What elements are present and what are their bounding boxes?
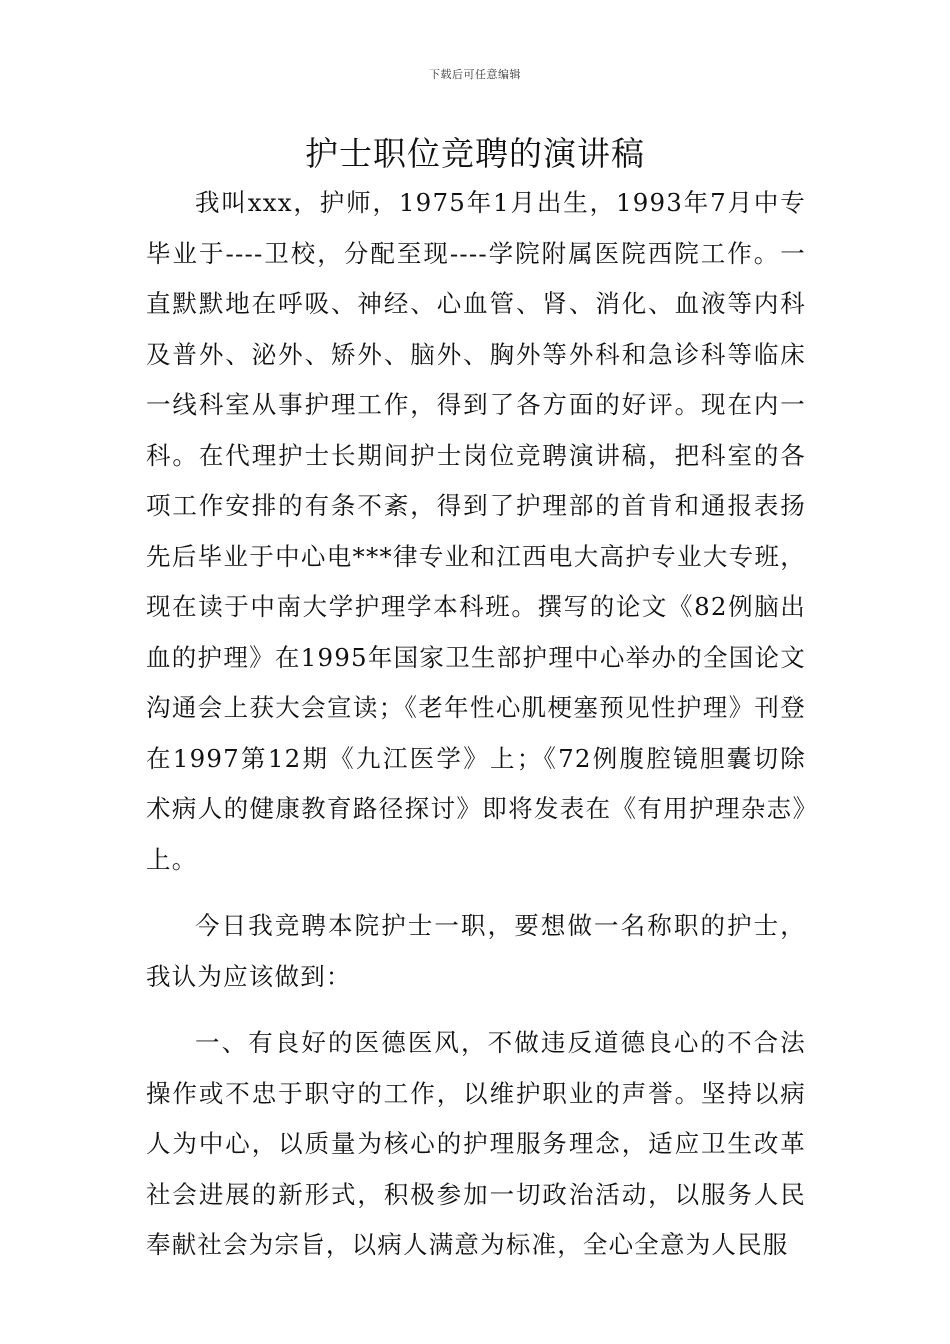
page-title: 护士职位竞聘的演讲稿	[305, 134, 645, 173]
paragraph-statement: 今日我竞聘本院护士一职，要想做一名称职的护士，我认为应该做到：	[146, 911, 806, 991]
paragraph-point-one: 一、有良好的医德医风，不做违反道德良心的不合法操作或不忠于职守的工作，以维护职业的声誉。坚持以病人为中心，以质量为核心的护理服务理念，适应卫生改革社会进展的新形式，积极参加一切政治活动，以服务人民奉献社会为宗旨，以病人满意为标准，全心全意为人民服	[146, 1028, 806, 1259]
header-note: 下载后可任意编辑	[429, 68, 521, 81]
document-body	[146, 178, 806, 1271]
paragraph-intro: 我叫xxx，护师，1975年1月出生，1993年7月中专毕业于----卫校，分配至现----学院附属医院西院工作。一直默默地在呼吸、神经、心血管、肾、消化、血液等内科及普外、泌外、矫外、脑外、胸外等外科和急诊科等临床一线科室从事护理工作，得到了各方面的好评。现在内一科。在代理护士长期间护士岗位竞聘演讲稿，把科室的各项工作安排的有条不紊，得到了护理部的首肯和通报表扬先后毕业于中心电***律专业和江西电大高护专业大专班，现在读于中南大学护理学本科班。撰写的论文《82例脑出血的护理》在1995年国家卫生部护理中心举办的全国论文沟通会上获大会宣读；《老年性心肌梗塞预见性护理》刊登在1997第12期《九江医学》上；《72例腹腔镜胆囊切除术病人的健康教育路径探讨》即将发表在《有用护理杂志》上。	[146, 188, 806, 874]
